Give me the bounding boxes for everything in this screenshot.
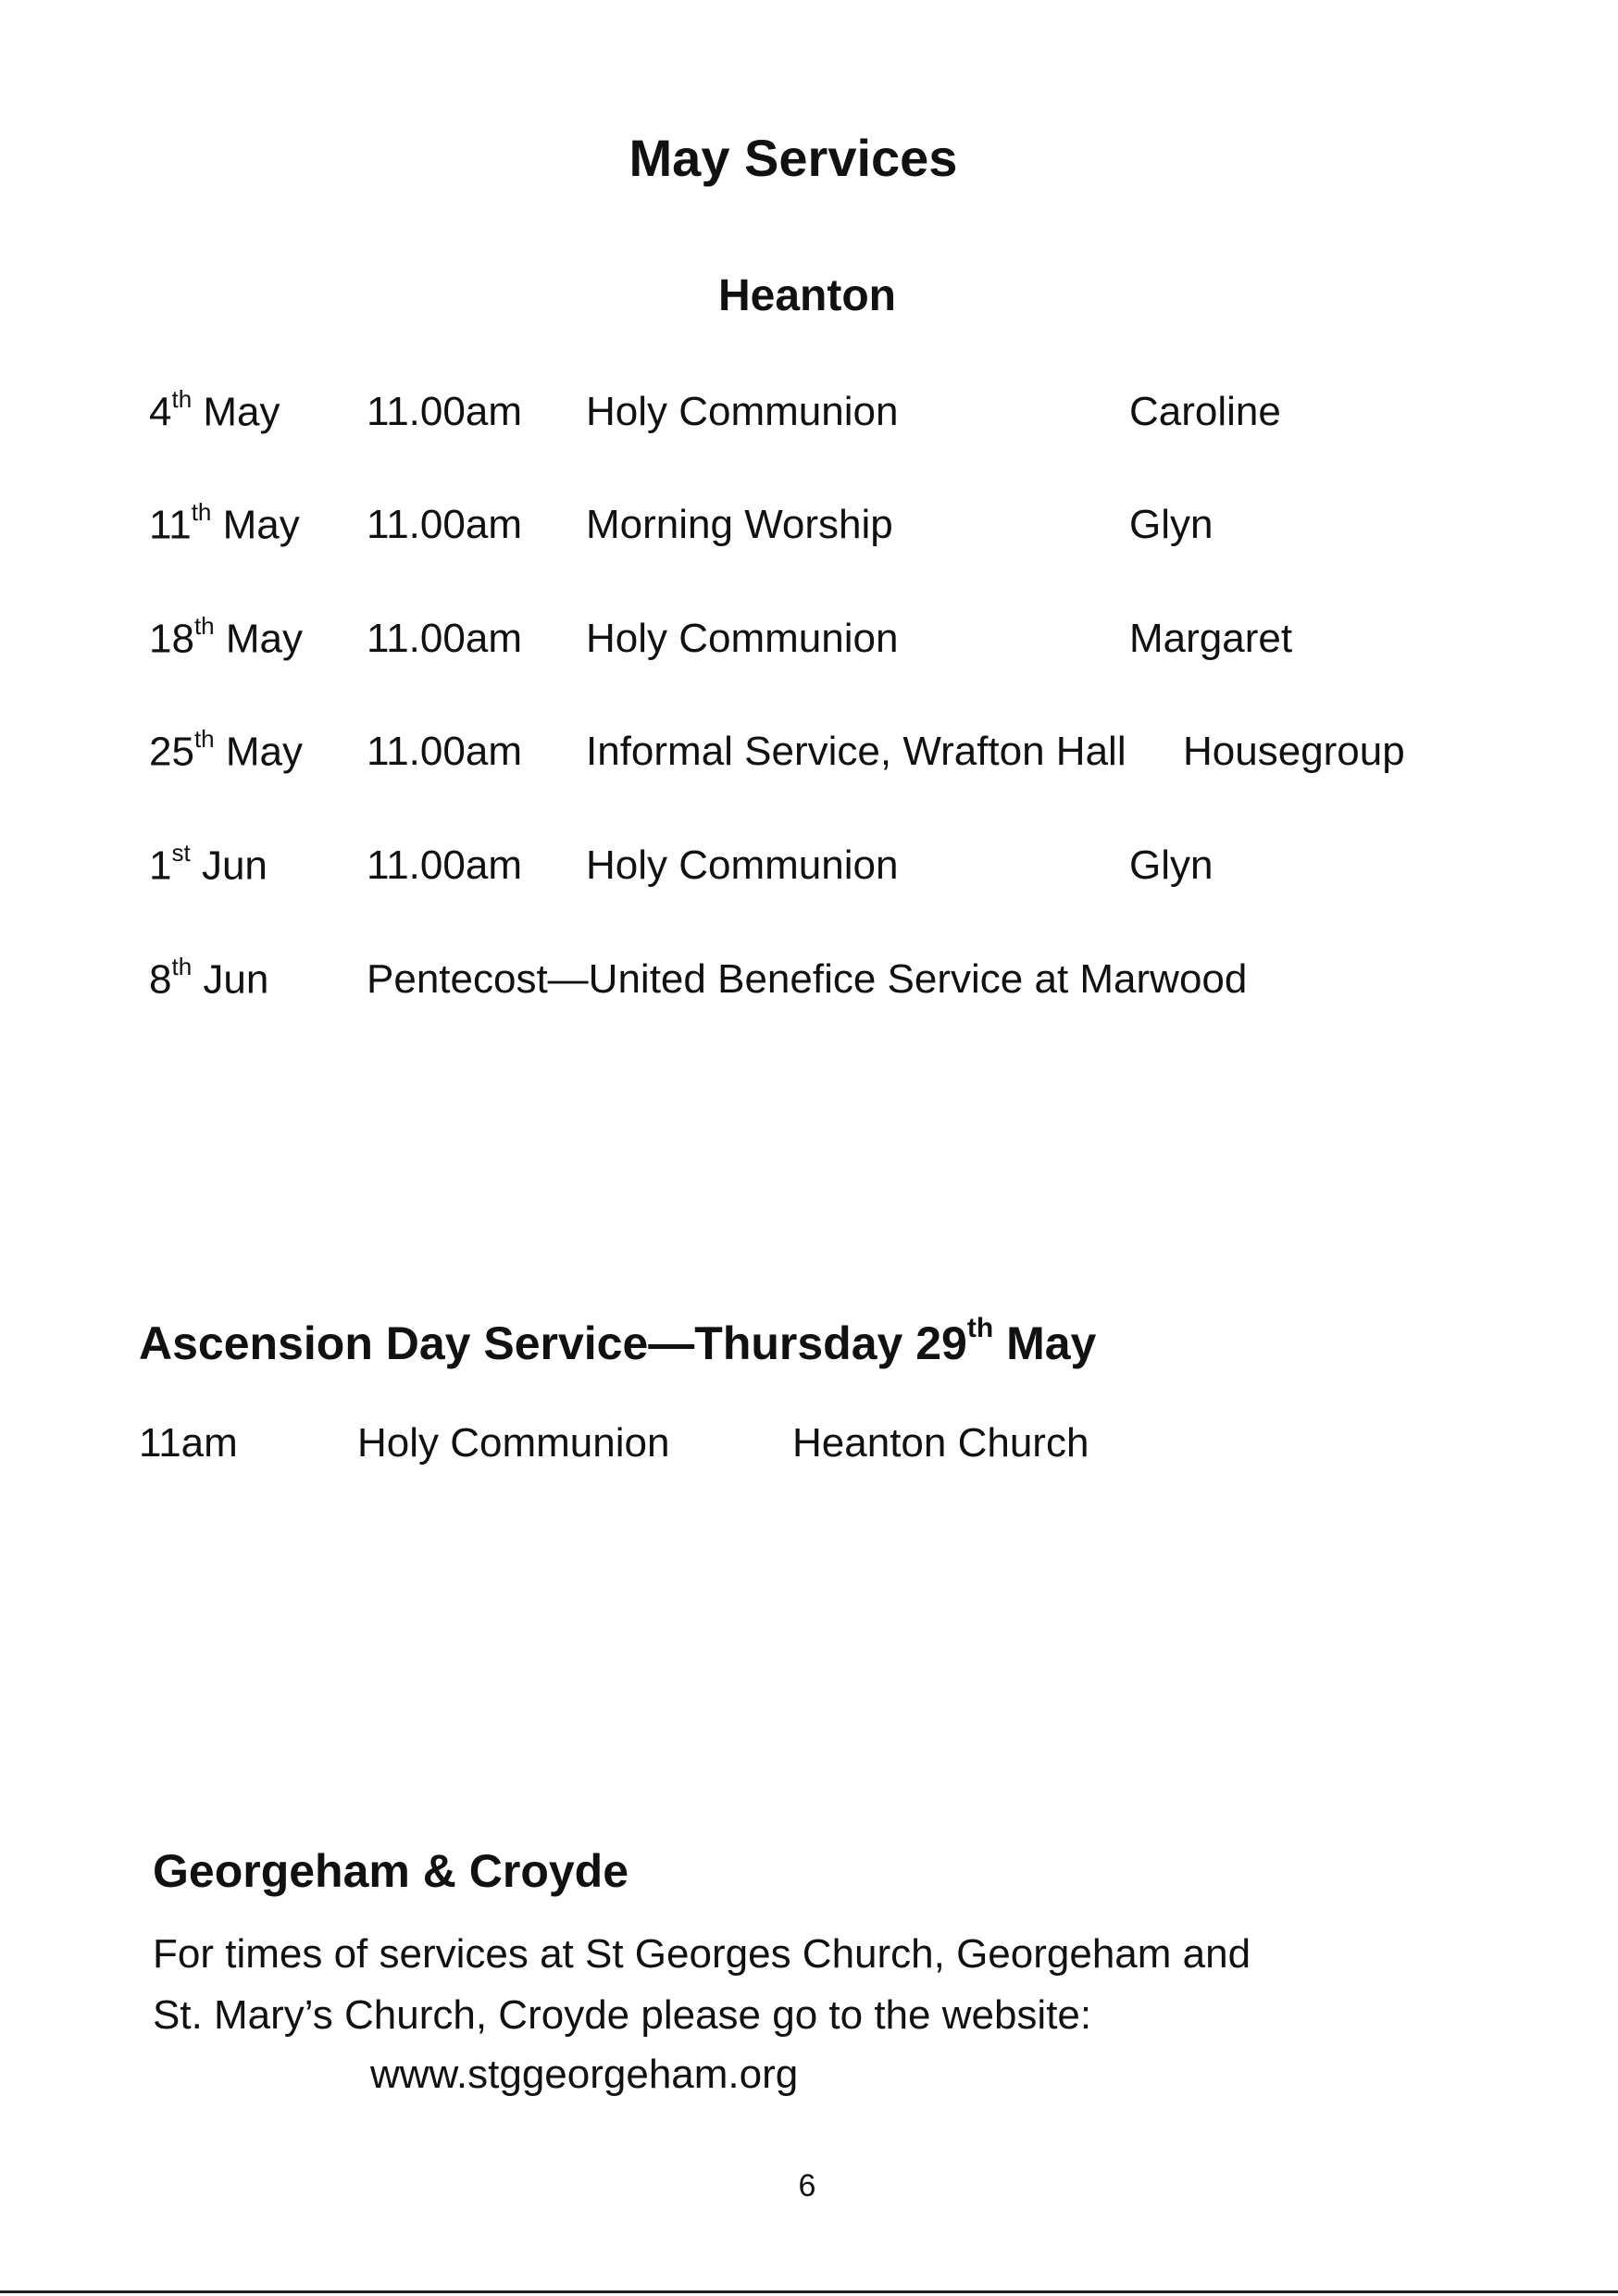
row-date: 11th May bbox=[149, 498, 300, 548]
row-service: Holy Communion bbox=[586, 616, 899, 661]
row-date: 18th May bbox=[149, 612, 303, 662]
section-heading-georgeham: Georgeham & Croyde bbox=[153, 1845, 629, 1897]
row-note: Pentecost—United Benefice Service at Marwood bbox=[367, 956, 1248, 1002]
row-service: Morning Worship bbox=[586, 502, 893, 547]
row-person: Caroline bbox=[1129, 389, 1281, 434]
row-time: 11.00am bbox=[367, 616, 522, 661]
row-time: 11.00am bbox=[367, 729, 522, 774]
website-link[interactable]: www.stggeorgeham.org bbox=[370, 2052, 799, 2097]
bottom-rule bbox=[0, 2290, 1618, 2293]
row-service: Informal Service, Wrafton Hall bbox=[586, 729, 1126, 774]
section-heading-heanton: Heanton bbox=[718, 271, 896, 320]
row-time: 11.00am bbox=[367, 389, 522, 434]
row-time: 11.00am bbox=[367, 842, 522, 888]
row-person: Housegroup bbox=[1183, 729, 1405, 774]
ascension-service: Holy Communion bbox=[357, 1420, 670, 1466]
ascension-location: Heanton Church bbox=[792, 1420, 1089, 1466]
section-heading-ascension: Ascension Day Service—Thursday 29th May bbox=[139, 1313, 1097, 1369]
row-time: 11.00am bbox=[367, 502, 522, 547]
row-person: Glyn bbox=[1129, 502, 1214, 547]
page-title: May Services bbox=[629, 129, 958, 187]
georgeham-text-line: St. Mary’s Church, Croyde please go to the website: bbox=[153, 1992, 1092, 2038]
ascension-time: 11am bbox=[139, 1420, 238, 1466]
row-date: 4th May bbox=[149, 385, 280, 435]
row-date: 25th May bbox=[149, 725, 303, 775]
row-service: Holy Communion bbox=[586, 842, 899, 888]
row-date: 8th Jun bbox=[149, 953, 269, 1003]
row-person: Glyn bbox=[1129, 842, 1214, 888]
row-date: 1st Jun bbox=[149, 839, 268, 889]
georgeham-text-line: For times of services at St Georges Church, Georgeham and bbox=[153, 1931, 1251, 1977]
row-service: Holy Communion bbox=[586, 389, 899, 434]
row-person: Margaret bbox=[1129, 616, 1293, 661]
page-number: 6 bbox=[798, 2168, 816, 2203]
